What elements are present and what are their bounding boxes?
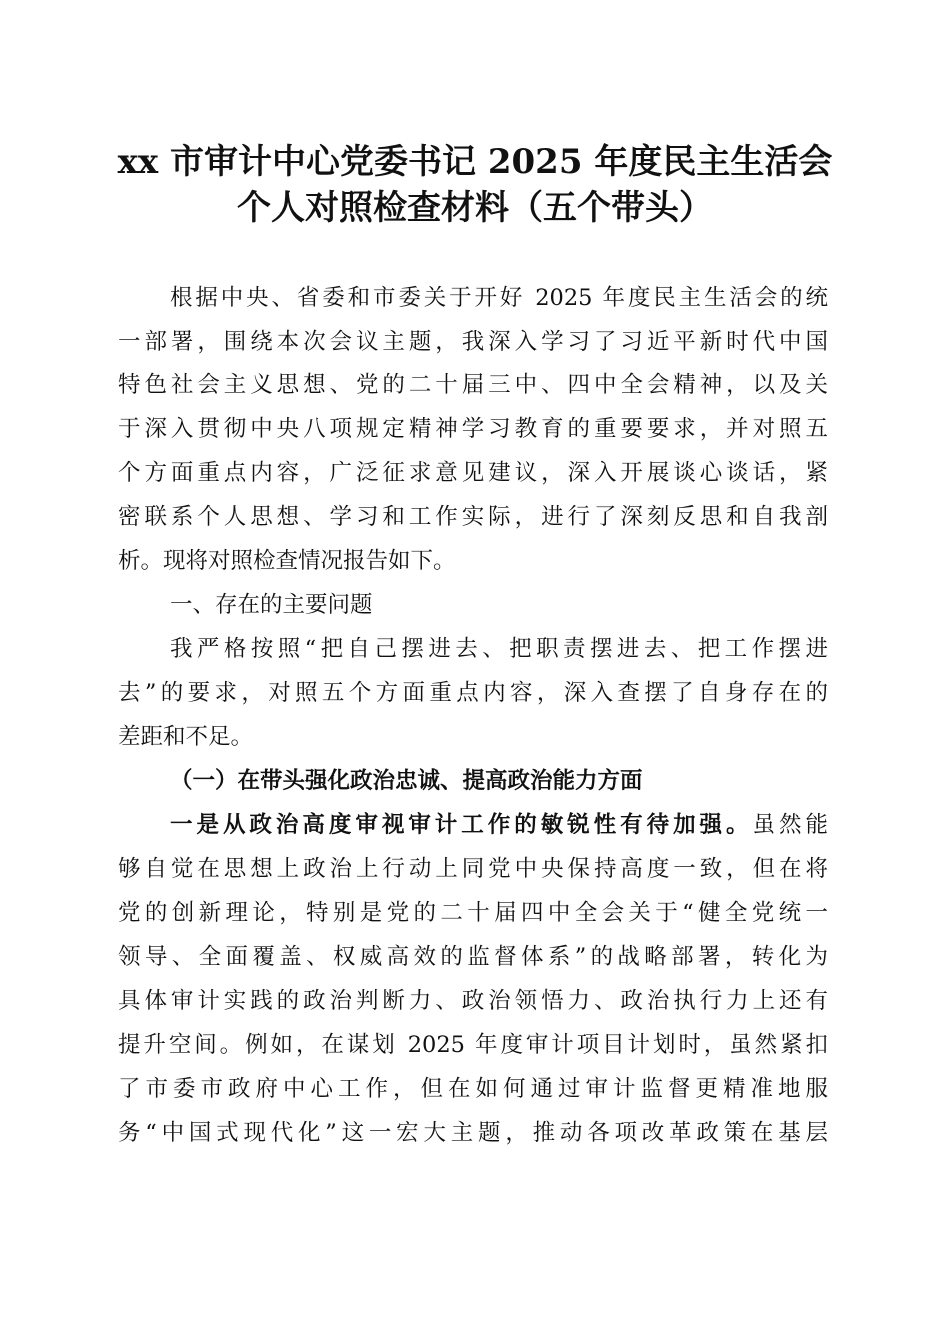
- point-body-line: 务“中国式现代化”这一宏大主题，推动各项改革政策在基层: [118, 1120, 828, 1146]
- document-title-line-1: xx 市审计中心党委书记 2025 年度民主生活会: [117, 142, 833, 182]
- intro-line: 密联系个人思想、学习和工作实际，进行了深刻反思和自我剖: [118, 504, 828, 530]
- point-body-line: 了市委市政府中心工作，但在如何通过审计监督更精准地服: [118, 1076, 828, 1102]
- section-body-line: 差距和不足。: [118, 724, 254, 750]
- point-body-line: 领导、全面覆盖、权威高效的监督体系”的战略部署，转化为: [118, 944, 828, 970]
- intro-line: 根据中央、省委和市委关于开好 2025 年度民主生活会的统: [170, 285, 828, 311]
- section-body-line: 去”的要求，对照五个方面重点内容，深入查摆了自身存在的: [118, 680, 828, 706]
- intro-line: 析。现将对照检查情况报告如下。: [118, 548, 456, 574]
- point-first-line-rest: 虽然能: [752, 812, 828, 838]
- intro-line: 一部署，围绕本次会议主题，我深入学习了习近平新时代中国: [118, 329, 828, 355]
- section-heading: 一、存在的主要问题: [170, 592, 373, 618]
- section-body-line: 我严格按照“把自己摆进去、把职责摆进去、把工作摆进: [170, 636, 828, 662]
- point-heading: 一是从政治高度审视审计工作的敏锐性有待加强。: [170, 812, 753, 838]
- point-body-line: 提升空间。例如，在谋划 2025 年度审计项目计划时，虽然紧扣: [118, 1032, 828, 1058]
- point-body-line: 党的创新理论，特别是党的二十届四中全会关于“健全党统一: [118, 900, 828, 926]
- intro-line: 特色社会主义思想、党的二十届三中、四中全会精神，以及关: [118, 372, 828, 398]
- point-body-line: 具体审计实践的政治判断力、政治领悟力、政治执行力上还有: [118, 988, 828, 1014]
- intro-line: 于深入贯彻中央八项规定精神学习教育的重要要求，并对照五: [118, 416, 828, 442]
- document-title-line-2: 个人对照检查材料（五个带头）: [237, 188, 713, 228]
- intro-line: 个方面重点内容，广泛征求意见建议，深入开展谈心谈话，紧: [118, 460, 828, 486]
- point-first-line: [170, 810, 828, 840]
- subsection-heading: （一）在带头强化政治忠诚、提高政治能力方面: [170, 768, 643, 794]
- point-body-line: 够自觉在思想上政治上行动上同党中央保持高度一致，但在将: [118, 856, 828, 882]
